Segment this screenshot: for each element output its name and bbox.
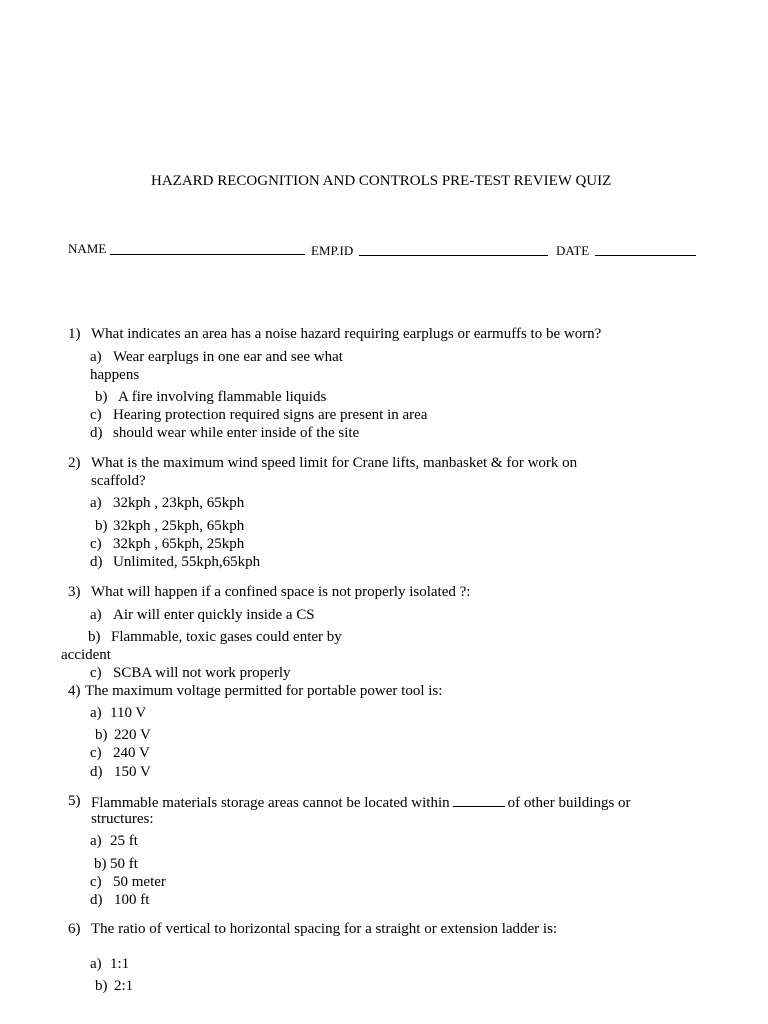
option-text: should wear while enter inside of the site [113, 425, 360, 441]
question-text: The maximum voltage permitted for portable power tool is: [85, 683, 443, 699]
question-text: What will happen if a confined space is not properly isolated ?: [91, 584, 471, 600]
question-number: 6) [68, 921, 81, 937]
question-number: 1) [68, 326, 81, 342]
date-label: DATE [556, 243, 590, 258]
date-field[interactable] [595, 255, 696, 256]
option-text: 100 ft [114, 892, 150, 908]
question-text-continuation: scaffold? [91, 473, 146, 489]
option-text-continuation: happens [90, 367, 140, 383]
option-letter: c) [90, 536, 102, 552]
question-text: What indicates an area has a noise hazard requiring earplugs or earmuffs to be worn? [91, 326, 602, 342]
option-text: 1:1 [110, 956, 130, 972]
option-text: Hearing protection required signs are present in area [113, 407, 428, 423]
option-text: 150 V [114, 764, 151, 780]
option-text: 32kph , 65kph, 25kph [113, 536, 245, 552]
fill-in-blank[interactable] [453, 792, 505, 807]
option-text: 2:1 [114, 978, 134, 994]
question-text-before: Flammable materials storage areas cannot be located within [91, 795, 450, 811]
option-text: 240 V [113, 745, 150, 761]
question-number: 3) [68, 584, 81, 600]
empid-label: EMP.ID [311, 243, 354, 258]
option-text: 32kph , 23kph, 65kph [113, 495, 245, 511]
option-text: 50 meter [113, 874, 166, 890]
option-letter: b) [95, 978, 108, 994]
option-text: 220 V [114, 727, 151, 743]
option-letter: c) [90, 874, 102, 890]
option-text: 110 V [110, 705, 147, 721]
option-letter: b) [95, 518, 108, 534]
page-title: HAZARD RECOGNITION AND CONTROLS PRE-TEST REVIEW QUIZ [151, 173, 612, 189]
option-letter: b) [95, 727, 108, 743]
empid-field[interactable] [359, 255, 548, 256]
option-letter: d) [90, 554, 103, 570]
option-letter: a) [90, 833, 102, 849]
option-letter: a) [90, 705, 102, 721]
option-text: 25 ft [110, 833, 138, 849]
option-letter: a) [90, 607, 102, 623]
question-number: 5) [68, 793, 81, 809]
name-field[interactable] [110, 254, 305, 255]
option-text: Wear earplugs in one ear and see what [113, 349, 343, 365]
question-text-after: of other buildings or [507, 795, 631, 811]
question-text [91, 792, 631, 812]
option-letter: a) [90, 495, 102, 511]
option-text: Unlimited, 55kph,65kph [113, 554, 261, 570]
option-letter: c) [90, 745, 102, 761]
option-text: 50 ft [110, 856, 138, 872]
option-text: SCBA will not work properly [113, 665, 291, 681]
option-text: 32kph , 25kph, 65kph [113, 518, 245, 534]
option-letter: b) [88, 629, 101, 645]
option-letter: a) [90, 956, 102, 972]
option-letter: d) [90, 892, 103, 908]
option-text: Flammable, toxic gases could enter by [111, 629, 342, 645]
question-text-continuation: structures: [91, 811, 154, 827]
option-letter: b) [95, 389, 108, 405]
option-text-continuation: accident [61, 647, 111, 663]
question-number: 4) [68, 683, 81, 699]
option-text: Air will enter quickly inside a CS [113, 607, 315, 623]
option-letter: b) [94, 856, 107, 872]
option-text: A fire involving flammable liquids [118, 389, 327, 405]
question-number: 2) [68, 455, 81, 471]
option-letter: c) [90, 407, 102, 423]
option-letter: a) [90, 349, 102, 365]
name-label: NAME [68, 241, 107, 256]
option-letter: d) [90, 425, 103, 441]
question-text: What is the maximum wind speed limit for Crane lifts, manbasket & for work on [91, 455, 578, 471]
question-text: The ratio of vertical to horizontal spacing for a straight or extension ladder is: [91, 921, 558, 937]
option-letter: d) [90, 764, 103, 780]
option-letter: c) [90, 665, 102, 681]
